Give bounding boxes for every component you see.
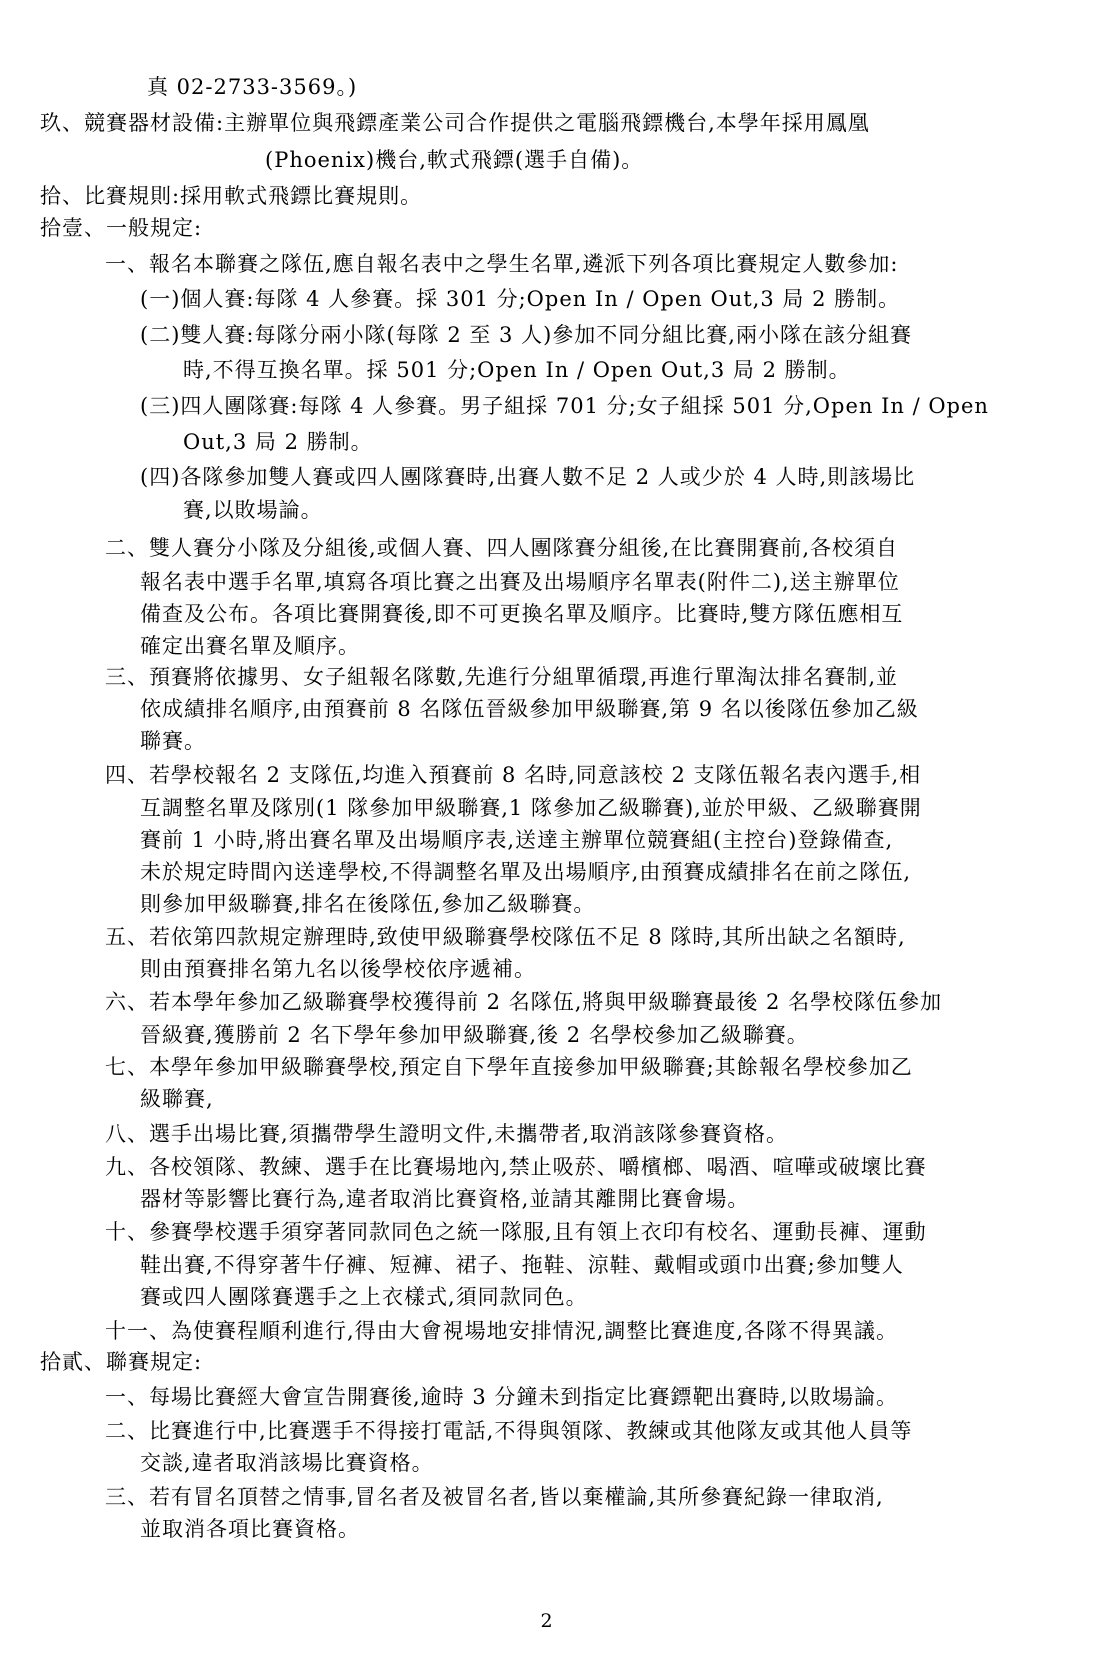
text-line: 互調整名單及隊別(1 隊參加甲級聯賽,1 隊參加乙級聯賽),並於甲級、乙級聯賽開: [140, 796, 922, 820]
list-item: 七、本學年參加甲級聯賽學校,預定自下學年直接參加甲級聯賽;其餘報名學校參加乙: [105, 1055, 913, 1079]
text-line: 賽,以敗場論。: [183, 498, 323, 522]
list-item: 二、比賽進行中,比賽選手不得接打電話,不得與領隊、教練或其他隊友或其他人員等: [105, 1419, 913, 1443]
text-line: 賽或四人團隊賽選手之上衣樣式,須同款同色。: [140, 1285, 588, 1309]
text-line: 真 02-2733-3569。): [147, 75, 358, 99]
text-line: 級聯賽,: [140, 1087, 214, 1111]
list-item: 八、選手出場比賽,須攜帶學生證明文件,未攜帶者,取消該隊參賽資格。: [105, 1122, 789, 1146]
text-line: 聯賽。: [140, 729, 206, 753]
text-line: Out,3 局 2 勝制。: [183, 430, 373, 454]
section-heading: 玖、競賽器材設備:主辦單位與飛鏢產業公司合作提供之電腦飛鏢機台,本學年採用鳳凰: [40, 111, 870, 135]
sub-list-item: (二)雙人賽:每隊分兩小隊(每隊 2 至 3 人)參加不同分組比賽,兩小隊在該分組賽: [140, 323, 912, 347]
text-line: 備查及公布。各項比賽開賽後,即不可更換名單及順序。比賽時,雙方隊伍應相互: [140, 602, 904, 626]
list-item: 四、若學校報名 2 支隊伍,均進入預賽前 8 名時,同意該校 2 支隊伍報名表內選手,相: [105, 763, 922, 787]
text-line: 依成績排名順序,由預賽前 8 名隊伍晉級參加甲級聯賽,第 9 名以後隊伍參加乙級: [140, 697, 919, 721]
text-line: 賽前 1 小時,將出賽名單及出場順序表,送達主辦單位競賽組(主控台)登錄備查,: [140, 828, 894, 852]
list-item: 六、若本學年參加乙級聯賽學校獲得前 2 名隊伍,將與甲級聯賽最後 2 名學校隊伍參加: [105, 990, 943, 1014]
list-item: 一、每場比賽經大會宣告開賽後,逾時 3 分鐘未到指定比賽鏢靶出賽時,以敗場論。: [105, 1385, 899, 1409]
list-item: 二、雙人賽分小隊及分組後,或個人賽、四人團隊賽分組後,在比賽開賽前,各校須自: [105, 536, 899, 560]
text-line: 時,不得互換名單。採 501 分;Open In / Open Out,3 局 2 勝制。: [183, 358, 851, 382]
section-heading: 拾、比賽規則:採用軟式飛鏢比賽規則。: [40, 184, 423, 208]
list-item: 九、各校領隊、教練、選手在比賽場地內,禁止吸菸、嚼檳榔、喝酒、喧嘩或破壞比賽: [105, 1155, 927, 1179]
sub-list-item: (三)四人團隊賽:每隊 4 人參賽。男子組採 701 分;女子組採 501 分,Open In / Open: [140, 394, 989, 418]
list-item: 三、預賽將依據男、女子組報名隊數,先進行分組單循環,再進行單淘汰排名賽制,並: [105, 665, 899, 689]
text-line: 並取消各項比賽資格。: [140, 1517, 360, 1541]
list-item: 三、若有冒名頂替之情事,冒名者及被冒名者,皆以棄權論,其所參賽紀錄一律取消,: [105, 1485, 884, 1509]
list-item: 一、報名本聯賽之隊伍,應自報名表中之學生名單,遴派下列各項比賽規定人數參加:: [105, 252, 899, 276]
sub-list-item: (四)各隊參加雙人賽或四人團隊賽時,出賽人數不足 2 人或少於 4 人時,則該場比: [140, 465, 916, 489]
text-line: 未於規定時間內送達學校,不得調整名單及出場順序,由預賽成績排名在前之隊伍,: [140, 860, 912, 884]
section-heading: 拾壹、一般規定:: [40, 216, 203, 240]
text-line: 交談,違者取消該場比賽資格。: [140, 1451, 434, 1475]
text-line: 報名表中選手名單,填寫各項比賽之出賽及出場順序名單表(附件二),送主辦單位: [140, 570, 900, 594]
text-line: 則由預賽排名第九名以後學校依序遞補。: [140, 957, 536, 981]
page-number: 2: [540, 1610, 553, 1632]
text-line: 器材等影響比賽行為,違者取消比賽資格,並請其離開比賽會場。: [140, 1187, 750, 1211]
list-item: 十一、為使賽程順利進行,得由大會視場地安排情況,調整比賽進度,各隊不得異議。: [105, 1319, 899, 1343]
text-line: 鞋出賽,不得穿著牛仔褲、短褲、裙子、拖鞋、涼鞋、戴帽或頭巾出賽;參加雙人: [140, 1253, 904, 1277]
text-line: 確定出賽名單及順序。: [140, 634, 360, 658]
list-item: 十、參賽學校選手須穿著同款同色之統一隊服,且有領上衣印有校名、運動長褲、運動: [105, 1220, 927, 1244]
sub-list-item: (一)個人賽:每隊 4 人參賽。採 301 分;Open In / Open Out,3 局 2 勝制。: [140, 287, 901, 311]
list-item: 五、若依第四款規定辦理時,致使甲級聯賽學校隊伍不足 8 隊時,其所出缺之名額時,: [105, 925, 906, 949]
text-line: (Phoenix)機台,軟式飛鏢(選手自備)。: [265, 148, 644, 172]
text-line: 晉級賽,獲勝前 2 名下學年參加甲級聯賽,後 2 名學校參加乙級聯賽。: [140, 1023, 809, 1047]
section-heading: 拾貳、聯賽規定:: [40, 1350, 203, 1374]
text-line: 則參加甲級聯賽,排名在後隊伍,參加乙級聯賽。: [140, 892, 596, 916]
